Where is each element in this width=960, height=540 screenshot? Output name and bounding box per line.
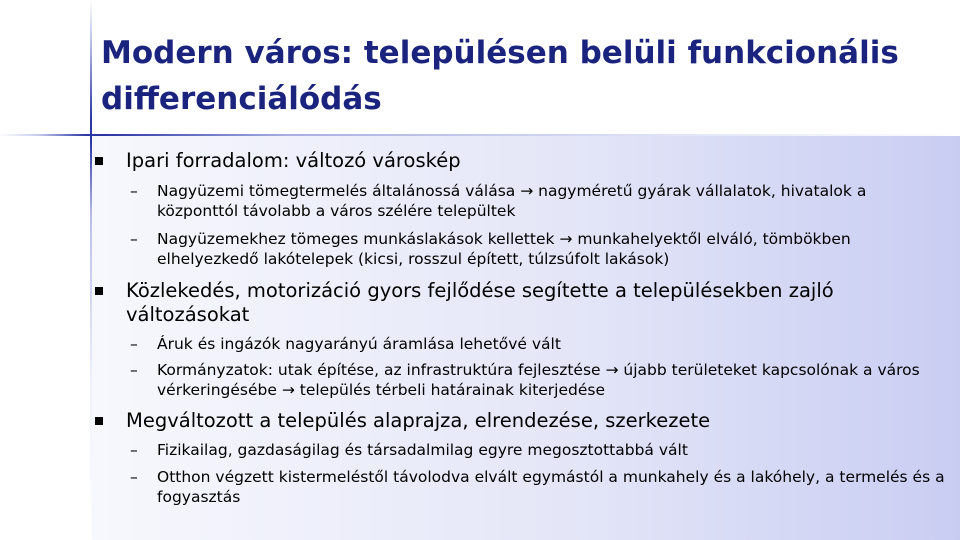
sub-bullet-2-1 (130, 334, 947, 354)
sub-bullet-text: Otthon végzett kistermeléstől távolodva elvált egymástól a munkahely és a lakóhely, a termelés és a fogyasztás (157, 468, 945, 506)
slide-title: Modern város: településen belüli funkcionális differenciálódás (101, 35, 899, 117)
sub-bullet-1-1 (130, 181, 947, 221)
sub-bullet-1-2 (130, 229, 947, 269)
dash-icon: – (130, 441, 138, 459)
sub-bullet-3-2 (130, 467, 947, 507)
bullet-text: Közlekedés, motorizáció gyors fejlődése segítette a településekben zajló változásokat (126, 279, 834, 326)
sub-bullet-2-2 (130, 360, 947, 400)
dash-icon: – (130, 182, 138, 200)
bullet-item-2 (126, 279, 926, 327)
square-bullet-icon (95, 417, 103, 425)
sub-bullet-text: Nagyüzemi tömegtermelés általánossá válása → nagyméretű gyárak vállalatok, hivatalok a központtól távolabb a város szélére települtek (157, 182, 867, 220)
sub-bullet-text: Nagyüzemekhez tömeges munkáslakások kellettek → munkahelyektől elváló, tömbökben elhelyezkedő lakótelepek (kicsi, rosszul épített, túlzsúfolt lakások) (157, 230, 851, 268)
bullet-text: Ipari forradalom: változó városkép (126, 149, 461, 172)
dash-icon: – (130, 335, 138, 353)
sub-bullet-text: Áruk és ingázók nagyarányú áramlása lehetővé vált (157, 335, 561, 353)
bullet-item-3 (126, 409, 926, 433)
vertical-accent-line (90, 0, 92, 540)
sub-bullet-text: Fizikailag, gazdaságilag és társadalmilag egyre megosztottabbá vált (157, 441, 688, 459)
horizontal-accent-line (0, 134, 960, 136)
dash-icon: – (130, 361, 138, 379)
square-bullet-icon (95, 157, 103, 165)
square-bullet-icon (95, 287, 103, 295)
sub-bullet-3-1 (130, 440, 947, 460)
dash-icon: – (130, 230, 138, 248)
dash-icon: – (130, 468, 138, 486)
bullet-text: Megváltozott a település alaprajza, elrendezése, szerkezete (126, 409, 711, 432)
sub-bullet-text: Kormányzatok: utak építése, az infrastruktúra fejlesztése → újabb területeket kapcsolónak a város vérkeringésébe → település térbeli határainak kiterjedése (157, 361, 920, 399)
bullet-item-1 (126, 149, 926, 173)
